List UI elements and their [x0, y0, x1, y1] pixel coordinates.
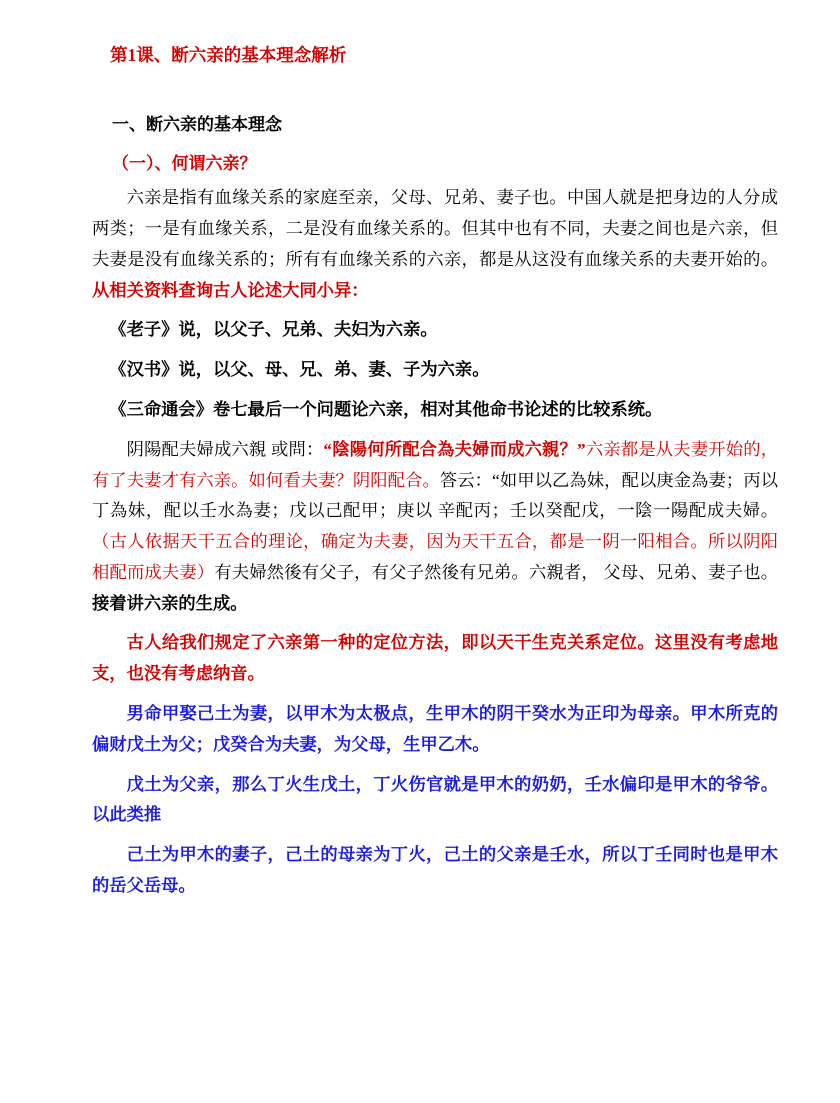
yinyang-intro: 阴陽配夫婦成六親 或問： — [126, 439, 324, 459]
definition-text: 六亲是指有血缘关系的家庭至亲，父母、兄弟、妻子也。中国人就是把身边的人分成两类；一是有血缘关系，二是没有血缘关系的。但其中也有不同，夫妻之间也是六亲，但夫妻是没有血缘关系的；所有有血缘关系的六亲，都是从这没有血缘关系的夫妻开始的。 — [92, 188, 778, 269]
paragraph-jitu-wife: 己土为甲木的妻子，己土的母亲为丁火，己土的父亲是壬水，所以丁壬同时也是甲木的岳父岳母。 — [92, 845, 778, 895]
paragraph-wutu-father: 戊土为父亲，那么丁火生戊土，丁火伤官就是甲木的奶奶，壬水偏印是甲木的爷爷。以此类推 — [92, 774, 778, 825]
quote-hanshu: 《汉书》说，以父、母、兄、弟、妻、子为六亲。 — [109, 360, 490, 380]
definition-source-note: 从相关资料查询古人论述大同小异： — [92, 280, 369, 300]
yinyang-answer-tail: 有夫婦然後有父子，有父子然後有兄弟。六親者， 父母、兄弟、妻子也。 — [214, 562, 778, 582]
paragraph-male-fate: 男命甲娶己土为妻，以甲木为太极点，生甲木的阴干癸水为正印为母亲。甲木所克的偏财戊土为父；戊癸合为夫妻，为父母，生甲乙木。 — [92, 703, 778, 754]
paragraph-yinyang — [92, 435, 778, 620]
quote-sanmingtonghui: 《三命通会》卷七最后一个问题论六亲，相对其他命书论述的比较系统。 — [109, 399, 663, 419]
section-heading-1: 一、断六亲的基本理念 — [112, 115, 282, 135]
paragraph-definition — [92, 183, 778, 306]
yinyang-commentary-1: 六亲都是从夫妻开始的，有了夫妻才有六亲。如何看夫妻？阴阳配合。 — [92, 439, 778, 490]
quote-laozi: 《老子》说，以父子、兄弟、夫妇为六亲。 — [109, 320, 438, 340]
yinyang-question: “陰陽何所配合為夫婦而成六親？” — [323, 439, 586, 459]
yinyang-transition: 接着讲六亲的生成。 — [92, 593, 248, 613]
page-title: 第1课、断六亲的基本理念解析 — [110, 45, 347, 65]
paragraph-positioning-method: 古人给我们规定了六亲第一种的定位方法，即以天干生克关系定位。这里没有考虑地支，也没有考虑纳音。 — [92, 633, 778, 684]
yinyang-answer: 答云：“如甲以乙為妹，配以庚金為妻；丙以丁為妹，配以壬水為妻；戊以己配甲；庚以 辛配丙；壬以癸配戊，一陰一陽配成夫婦。 — [92, 470, 778, 521]
section-heading-2: （一）、何谓六亲？ — [112, 154, 257, 174]
yinyang-commentary-2: （古人依据天干五合的理论，确定为夫妻，因为天干五合，都是一阴一阳相合。所以阴阳相配而成夫妻） — [92, 532, 778, 582]
